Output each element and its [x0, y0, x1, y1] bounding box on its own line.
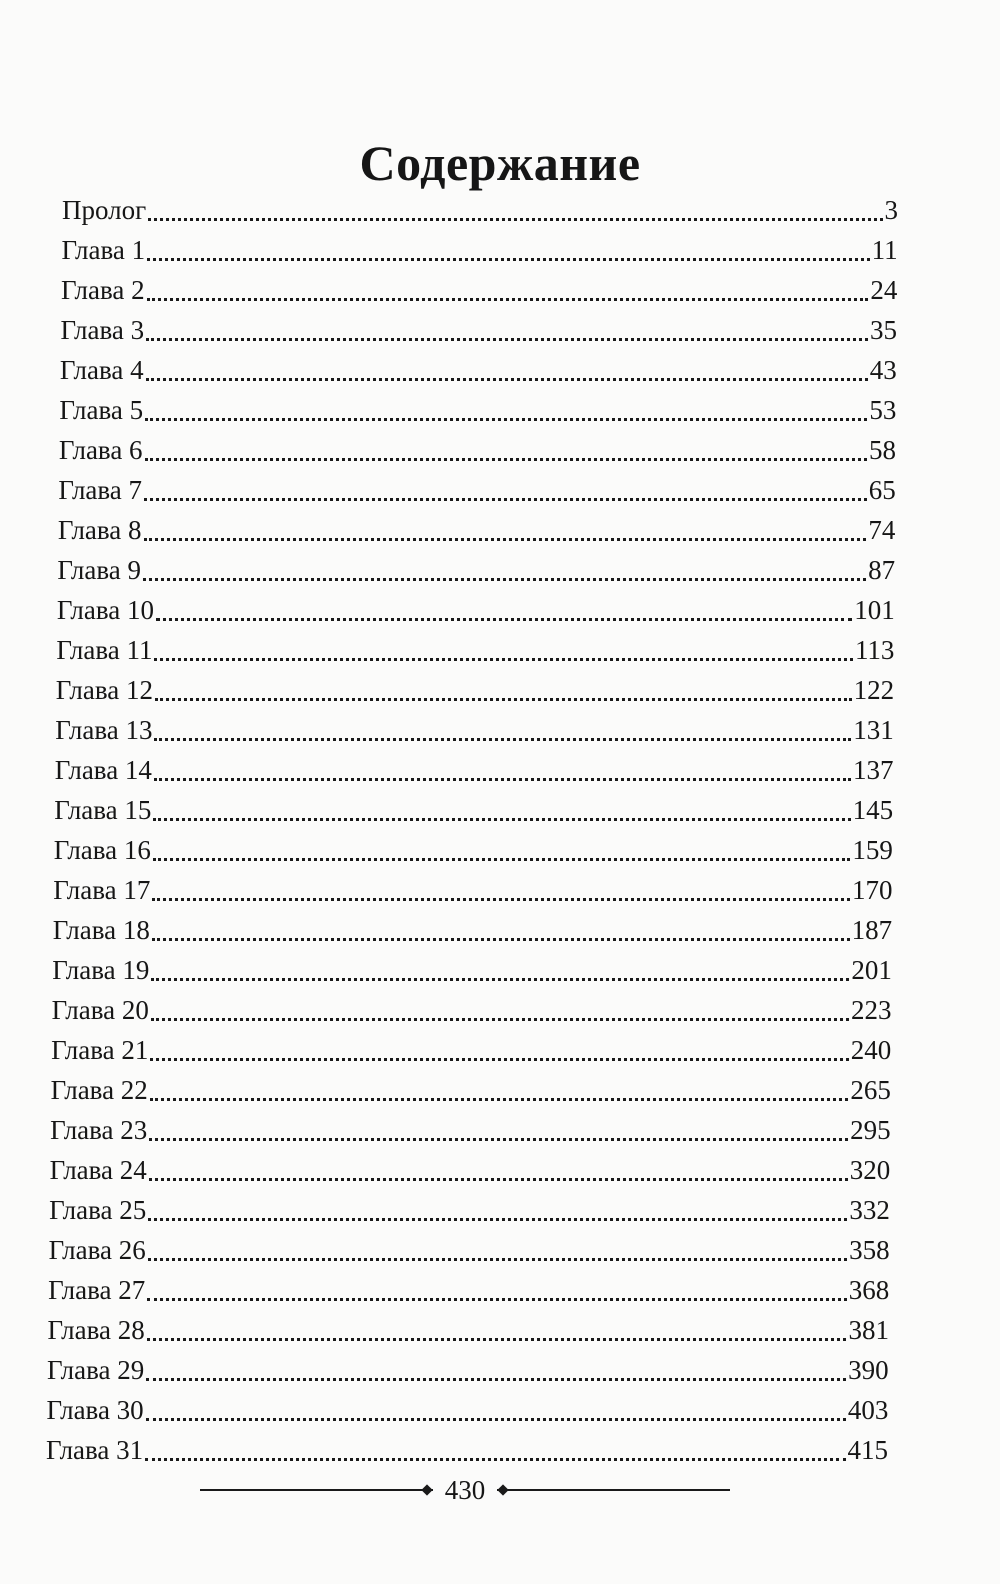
toc-entry-page: 320 — [849, 1155, 891, 1185]
toc-entry-page: 368 — [848, 1275, 890, 1305]
toc-entry — [53, 870, 892, 910]
toc-entry-label: Глава 6 — [58, 435, 143, 465]
toc-entry-page: 53 — [869, 395, 897, 425]
page-title: Содержание — [359, 134, 641, 191]
toc-entry-label: Глава 27 — [48, 1275, 146, 1305]
toc-entry-label: Глава 16 — [53, 835, 151, 865]
toc-entry-page: 223 — [851, 995, 892, 1025]
toc-entry — [51, 1030, 891, 1070]
toc-entry — [48, 1310, 889, 1350]
toc-dot-leader — [144, 538, 867, 541]
toc-dot-leader — [146, 1418, 846, 1421]
toc-dot-leader — [156, 618, 852, 621]
toc-entry-page: 113 — [854, 635, 895, 665]
footer-ornament-left — [200, 1489, 433, 1491]
toc-entry-page: 131 — [853, 715, 894, 745]
toc-entry — [50, 1110, 890, 1150]
toc-entry-page: 358 — [849, 1235, 890, 1265]
toc-entry — [48, 1270, 889, 1310]
toc-entry-page: 187 — [851, 915, 893, 945]
toc-entry — [51, 1070, 891, 1110]
toc-entry-label: Глава 8 — [57, 515, 142, 545]
toc-entry — [49, 1230, 890, 1270]
toc-entry — [50, 1150, 891, 1190]
toc-dot-leader — [151, 978, 849, 981]
toc-dot-leader — [153, 818, 850, 821]
toc-dot-leader — [147, 258, 870, 261]
toc-entry-label: Глава 2 — [60, 275, 145, 305]
toc-entry-page: 381 — [848, 1315, 889, 1345]
toc-entry-label: Глава 23 — [50, 1115, 148, 1145]
toc-dot-leader — [148, 1218, 847, 1221]
toc-entry-label: Глава 11 — [56, 635, 153, 665]
toc-entry-label: Глава 28 — [47, 1315, 145, 1345]
toc-entry-page: 201 — [851, 955, 892, 985]
toc-entry — [52, 990, 892, 1030]
toc-entry — [58, 470, 895, 510]
toc-entry-page: 35 — [870, 315, 898, 345]
toc-entry-page: 3 — [884, 195, 898, 225]
toc-entry-page: 65 — [868, 475, 896, 505]
toc-entry-page: 87 — [868, 555, 896, 585]
toc-entry — [59, 430, 896, 470]
toc-dot-leader — [147, 1338, 847, 1341]
toc-entry — [54, 830, 893, 870]
toc-entry-label: Глава 20 — [51, 995, 149, 1025]
toc-entry-label: Глава 5 — [59, 395, 144, 425]
toc-dot-leader — [154, 778, 851, 781]
toc-entry-label: Глава 18 — [52, 915, 150, 945]
toc-entry-label: Глава 29 — [47, 1355, 145, 1385]
toc-dot-leader — [149, 1178, 848, 1181]
toc-entry — [61, 270, 897, 310]
toc-entry-label: Глава 9 — [57, 555, 142, 585]
toc-entry-page: 415 — [847, 1435, 888, 1465]
toc-entry-label: Глава 24 — [49, 1155, 147, 1185]
toc-dot-leader — [143, 578, 866, 581]
toc-entry-label: Глава 30 — [46, 1395, 144, 1425]
toc-dot-leader — [153, 858, 850, 861]
toc-dot-leader — [147, 298, 869, 301]
toc-entry — [55, 750, 894, 790]
toc-dot-leader — [151, 1018, 849, 1021]
toc-entry — [58, 510, 896, 550]
toc-entry-label: Пролог — [62, 195, 147, 225]
toc-entry — [47, 1350, 889, 1390]
toc-entry-page: 58 — [869, 435, 897, 465]
toc-entry — [57, 550, 895, 590]
toc-entry-label: Глава 12 — [55, 675, 153, 705]
toc-entry-page: 170 — [852, 875, 893, 905]
toc-entry-label: Глава 17 — [53, 875, 151, 905]
toc-entry — [61, 230, 897, 270]
toc-entry — [62, 190, 898, 230]
toc-entry — [46, 1430, 888, 1470]
toc-entry-label: Глава 4 — [59, 355, 144, 385]
toc-dot-leader — [150, 1058, 848, 1061]
toc-dot-leader — [152, 938, 850, 941]
toc-entry — [60, 350, 897, 390]
toc-entry-page: 332 — [849, 1195, 890, 1225]
toc-entry — [54, 790, 893, 830]
toc-dot-leader — [155, 698, 852, 701]
toc-dot-leader — [146, 1378, 846, 1381]
toc-dot-leader — [150, 1098, 849, 1101]
toc-entry-page: 403 — [847, 1395, 889, 1425]
toc-entry-label: Глава 22 — [50, 1075, 148, 1105]
toc-entry — [49, 1190, 890, 1230]
toc-dot-leader — [154, 658, 852, 661]
toc-entry-label: Глава 10 — [56, 595, 154, 625]
toc-entry — [59, 390, 896, 430]
toc-entry-page: 24 — [870, 275, 898, 305]
toc-entry-label: Глава 1 — [61, 235, 146, 265]
toc-entry-page: 390 — [848, 1355, 889, 1385]
toc-entry-label: Глава 25 — [49, 1195, 147, 1225]
toc-dot-leader — [148, 1258, 847, 1261]
toc-dot-leader — [154, 738, 851, 741]
toc-entry-label: Глава 19 — [52, 955, 150, 985]
toc-entry-page: 240 — [850, 1035, 892, 1065]
toc-dot-leader — [145, 458, 867, 461]
toc-entry-page: 122 — [853, 675, 895, 705]
toc-entry-label: Глава 26 — [48, 1235, 146, 1265]
toc-entry — [55, 710, 894, 750]
toc-entry — [57, 590, 895, 630]
toc-entry-page: 295 — [850, 1115, 891, 1145]
toc-entry-label: Глава 15 — [54, 795, 152, 825]
page-number: 430 — [444, 1474, 486, 1505]
toc-entry — [47, 1390, 889, 1430]
toc-entry — [52, 950, 892, 990]
toc-entry-page: 74 — [868, 515, 896, 545]
toc-entry-page: 101 — [854, 595, 895, 625]
toc-entry — [56, 670, 894, 710]
toc-entry-label: Глава 3 — [60, 315, 145, 345]
footer-ornament-right — [497, 1489, 730, 1491]
toc-dot-leader — [147, 1298, 847, 1301]
toc-entry-label: Глава 14 — [54, 755, 152, 785]
toc-entry — [60, 310, 897, 350]
toc-entry-page: 159 — [852, 835, 893, 865]
toc-entry-label: Глава 7 — [58, 475, 143, 505]
toc-entry-label: Глава 21 — [51, 1035, 149, 1065]
toc-dot-leader — [149, 1138, 848, 1141]
toc-entry-label: Глава 31 — [46, 1435, 144, 1465]
toc-entry-page: 145 — [852, 795, 894, 825]
toc-dot-leader — [146, 338, 868, 341]
toc-entry-page: 137 — [852, 755, 894, 785]
toc-dot-leader — [145, 418, 867, 421]
toc-entry-page: 11 — [871, 235, 898, 265]
toc-entry-page: 265 — [850, 1075, 891, 1105]
toc-dot-leader — [146, 378, 868, 381]
toc-entry — [56, 630, 894, 670]
toc-dot-leader — [144, 498, 867, 501]
toc-dot-leader — [148, 218, 882, 221]
toc-dot-leader — [145, 1458, 845, 1461]
page-footer — [200, 1470, 730, 1510]
toc-entry-page: 43 — [869, 355, 897, 385]
toc-entry-label: Глава 13 — [55, 715, 153, 745]
toc-entry — [53, 910, 892, 950]
toc-dot-leader — [152, 898, 850, 901]
